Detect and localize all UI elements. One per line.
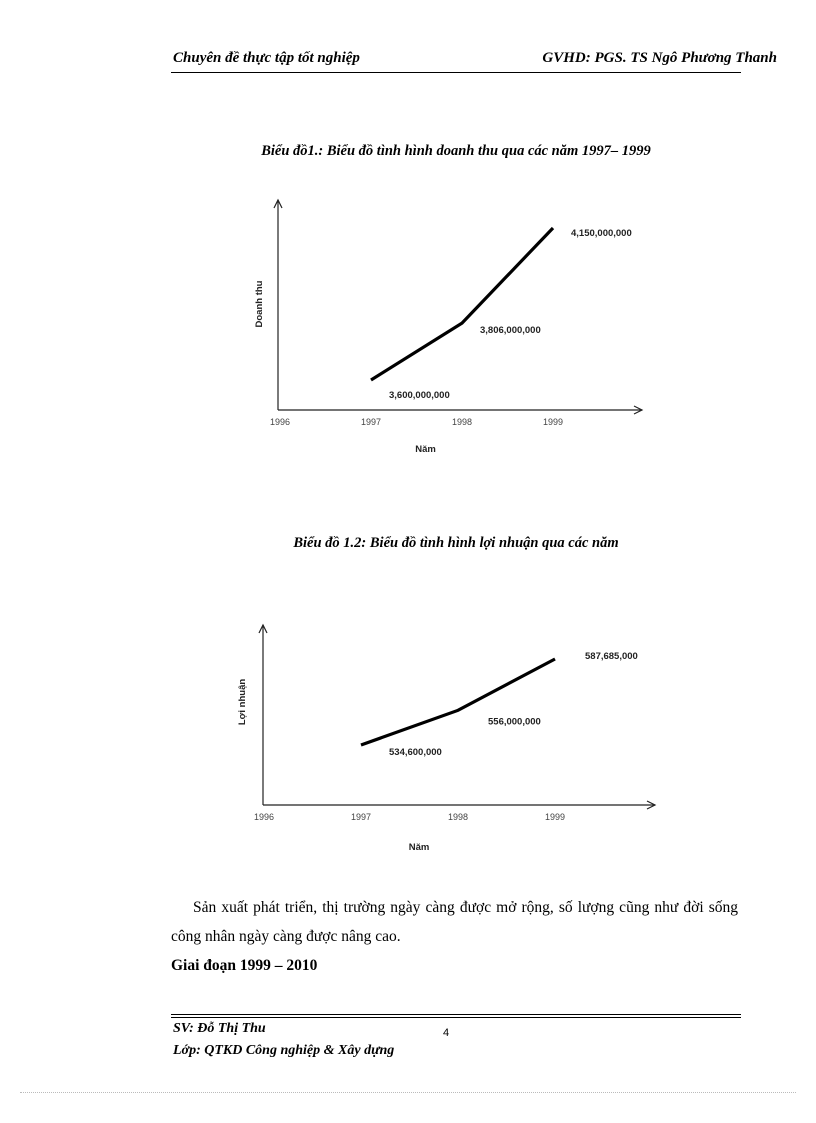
revenue-chart <box>0 190 816 470</box>
section-subheading: Giai đoạn 1999 – 2010 <box>171 957 318 974</box>
footer-class: Lớp: QTKD Công nghiệp & Xây dựng <box>173 1043 395 1058</box>
page-footer <box>171 1014 741 1058</box>
chart2-data-label-1998: 556,000,000 <box>488 716 541 728</box>
chart1-data-label-1998: 3,806,000,000 <box>480 325 541 337</box>
footer-student: SV: Đỗ Thị Thu <box>173 1021 266 1036</box>
chart2-series-line <box>361 659 555 745</box>
chart1-x-tick-1998: 1998 <box>451 417 473 427</box>
header-supervisor: GVHD: PGS. TS Ngô Phương Thanh <box>542 50 777 66</box>
chart2-x-tick-1996: 1996 <box>253 812 275 822</box>
chart1-x-tick-1997: 1997 <box>360 417 382 427</box>
chart1-data-label-1997: 3,600,000,000 <box>389 390 450 401</box>
chart2-x-tick-1997: 1997 <box>350 812 372 822</box>
chart1-y-axis-label: Doanh thu <box>254 280 265 328</box>
chart1-x-tick-1999: 1999 <box>542 417 564 427</box>
page-header <box>171 50 777 73</box>
header-title: Chuyên đề thực tập tốt nghiệp <box>173 50 360 66</box>
body-paragraph: Sản xuất phát triển, thị trường ngày càng được mở rộng, số lượng cũng như đời sống công nhân ngày càng được nâng cao. <box>171 899 738 945</box>
chart1-data-label-1999: 4,150,000,000 <box>571 228 632 239</box>
chart2-data-label-1997: 534,600,000 <box>389 747 442 758</box>
chart2-x-tick-1999: 1999 <box>544 812 566 822</box>
chart2-x-axis-label: Năm <box>408 842 430 853</box>
chart2-x-tick-1998: 1998 <box>447 812 469 822</box>
page-number: 4 <box>443 1027 450 1039</box>
chart1-x-axis-label: Năm <box>415 444 436 455</box>
chart1-caption: Biểu đồ1.: Biểu đồ tình hình doanh thu qua các năm 1997– 1999 <box>261 143 651 159</box>
chart1-x-tick-1996: 1996 <box>269 417 291 427</box>
profit-chart <box>0 615 816 865</box>
page-edge-divider <box>20 1092 796 1093</box>
chart1-series-line <box>371 228 553 380</box>
chart2-caption: Biểu đồ 1.2: Biểu đồ tình hình lợi nhuận qua các năm <box>293 535 619 551</box>
chart2-data-label-1999: 587,685,000 <box>585 651 638 662</box>
chart2-y-axis-label: Lợi nhuận <box>237 678 248 726</box>
